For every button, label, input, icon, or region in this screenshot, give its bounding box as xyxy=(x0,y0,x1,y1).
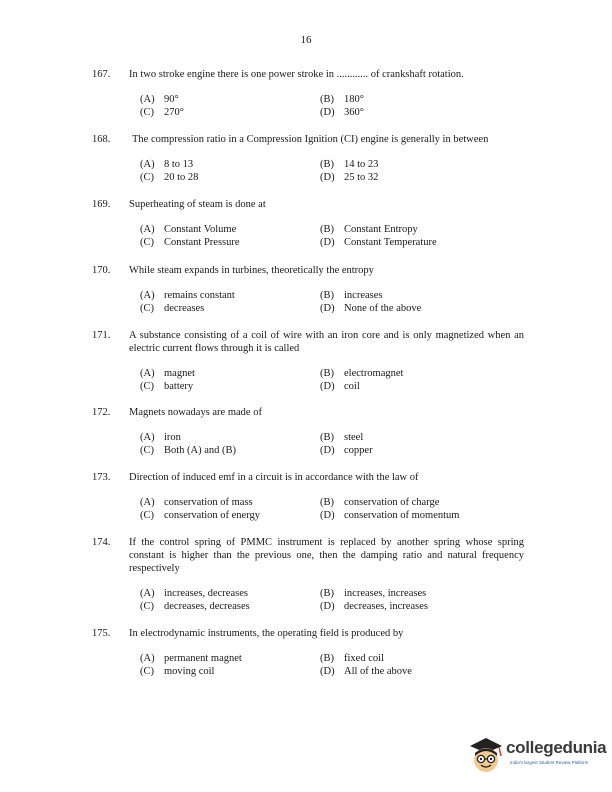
question-number: 173. xyxy=(92,472,111,483)
option-d: (D) decreases, increases xyxy=(320,601,428,612)
option-d: (D) All of the above xyxy=(320,666,412,677)
option-b: (B) 180° xyxy=(320,94,364,105)
question-stem: Direction of induced emf in a circuit is in accordance with the law of xyxy=(129,472,419,483)
option-b: (B) Constant Entropy xyxy=(320,224,418,235)
question-173 xyxy=(92,471,524,522)
question-170 xyxy=(92,264,524,315)
question-171 xyxy=(92,329,524,393)
option-a: (A) remains constant xyxy=(140,290,235,301)
option-c: (C) 20 to 28 xyxy=(140,172,199,183)
question-167 xyxy=(92,68,524,119)
question-number: 168. xyxy=(92,134,111,145)
options xyxy=(92,496,524,522)
page-number: 16 xyxy=(300,34,312,46)
question-number: 171. xyxy=(92,330,111,341)
question-stem: A substance consisting of a coil of wire with an iron core and is only magnetized when an electric current flows through it is called xyxy=(129,330,524,354)
question-stem: While steam expands in turbines, theoretically the entropy xyxy=(129,265,374,276)
option-a: (A) 8 to 13 xyxy=(140,159,194,170)
question-stem: The compression ratio in a Compression Ignition (CI) engine is generally in between xyxy=(132,134,489,145)
option-b: (B) fixed coil xyxy=(320,653,384,664)
options xyxy=(92,431,524,457)
question-stem: Magnets nowadays are made of xyxy=(129,407,262,418)
collegedunia-logo xyxy=(466,734,606,780)
option-c: (C) battery xyxy=(140,381,194,392)
question-number: 170. xyxy=(92,265,111,276)
question-168 xyxy=(92,133,524,184)
option-b: (B) steel xyxy=(320,432,364,443)
option-a: (A) increases, decreases xyxy=(140,588,248,599)
question-stem: In electrodynamic instruments, the operating field is produced by xyxy=(129,628,404,639)
option-b: (B) electromagnet xyxy=(320,368,404,379)
question-175 xyxy=(92,627,524,678)
options xyxy=(92,158,524,184)
options xyxy=(92,223,524,249)
option-c: (C) moving coil xyxy=(140,666,215,677)
option-b: (B) conservation of charge xyxy=(320,497,440,508)
option-a: (A) Constant Volume xyxy=(140,224,237,235)
option-d: (D) 360° xyxy=(320,107,364,118)
question-number: 175. xyxy=(92,628,111,639)
option-c: (C) 270° xyxy=(140,107,184,118)
question-172 xyxy=(92,406,524,457)
option-c: (C) decreases, decreases xyxy=(140,601,250,612)
options xyxy=(92,93,524,119)
options xyxy=(92,289,524,315)
question-stem: In two stroke engine there is one power stroke in ............ of crankshaft rotation. xyxy=(129,69,464,80)
question-number: 169. xyxy=(92,199,111,210)
options xyxy=(92,367,524,393)
logo-name: collegedunia xyxy=(506,738,607,757)
option-a: (A) permanent magnet xyxy=(140,653,242,664)
options xyxy=(92,652,524,678)
question-169 xyxy=(92,198,524,249)
option-d: (D) coil xyxy=(320,381,360,392)
option-d: (D) 25 to 32 xyxy=(320,172,379,183)
option-a: (A) iron xyxy=(140,432,181,443)
question-number: 172. xyxy=(92,407,111,418)
option-c: (C) decreases xyxy=(140,303,205,314)
option-c: (C) conservation of energy xyxy=(140,510,261,521)
mascot-icon xyxy=(466,734,506,776)
option-a: (A) 90° xyxy=(140,94,179,105)
option-d: (D) conservation of momentum xyxy=(320,510,460,521)
option-b: (B) 14 to 23 xyxy=(320,159,379,170)
question-stem: Superheating of steam is done at xyxy=(129,199,266,210)
option-a: (A) conservation of mass xyxy=(140,497,253,508)
option-b: (B) increases, increases xyxy=(320,588,427,599)
option-d: (D) None of the above xyxy=(320,303,422,314)
question-number: 167. xyxy=(92,69,111,80)
option-d: (D) Constant Temperature xyxy=(320,237,437,248)
option-b: (B) increases xyxy=(320,290,383,301)
question-174 xyxy=(92,536,524,613)
option-c: (C) Both (A) and (B) xyxy=(140,445,237,456)
option-a: (A) magnet xyxy=(140,368,195,379)
option-d: (D) copper xyxy=(320,445,373,456)
question-number: 174. xyxy=(92,537,111,548)
option-c: (C) Constant Pressure xyxy=(140,237,240,248)
options xyxy=(92,587,524,613)
question-stem: If the control spring of PMMC instrument is replaced by another spring whose spring constant is higher than the previous one, then the damping ratio and natural frequency respectively xyxy=(129,537,524,574)
logo-tagline: India's largest Student Review Platform xyxy=(510,760,589,765)
